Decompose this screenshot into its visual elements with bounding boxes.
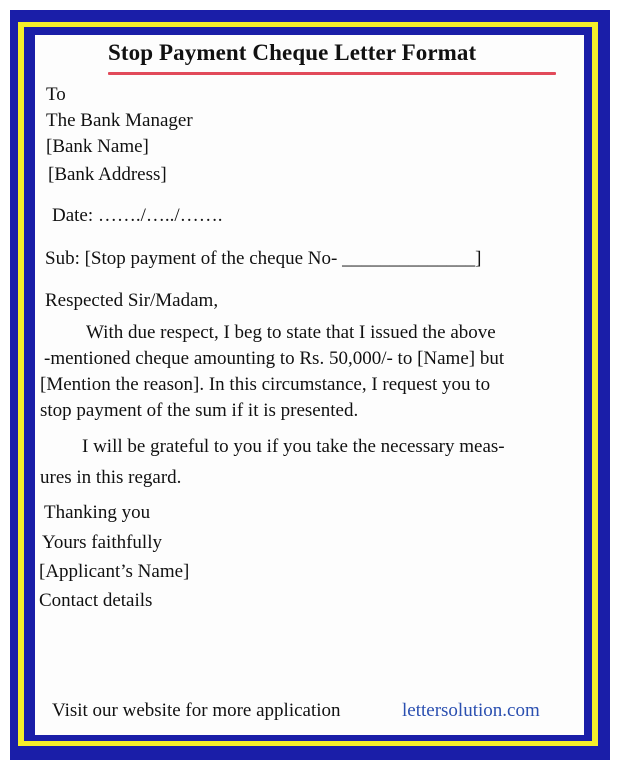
- title-underline: [108, 72, 556, 75]
- applicant-name: [Applicant’s Name]: [39, 561, 190, 582]
- subject-line: Sub: [Stop payment of the cheque No- ______________]: [45, 248, 482, 269]
- salutation: Respected Sir/Madam,: [45, 290, 219, 311]
- recipient-bank-address: [Bank Address]: [48, 164, 167, 185]
- website-link[interactable]: lettersolution.com: [402, 700, 540, 721]
- body-p1-line3: [Mention the reason]. In this circumstance, I request you to: [40, 374, 491, 395]
- page-title: Stop Payment Cheque Letter Format: [108, 40, 477, 65]
- body-p2-line1: I will be grateful to you if you take the necessary meas-: [82, 436, 505, 457]
- closing-sign-off: Yours faithfully: [42, 532, 162, 553]
- date-line: Date: ……./…../…….: [52, 205, 223, 226]
- body-p1-line1: With due respect, I beg to state that I issued the above: [86, 322, 496, 343]
- body-p2-line2: ures in this regard.: [40, 467, 182, 488]
- footer-text: Visit our website for more application: [52, 700, 341, 721]
- body-p1-line2: -mentioned cheque amounting to Rs. 50,000/- to [Name] but: [44, 348, 505, 369]
- closing-thanks: Thanking you: [44, 502, 151, 523]
- contact-details: Contact details: [39, 590, 153, 611]
- recipient-to: To: [46, 84, 66, 105]
- recipient-bank-name: [Bank Name]: [46, 136, 149, 157]
- body-p1-line4: stop payment of the sum if it is presented.: [40, 400, 359, 421]
- recipient-designation: The Bank Manager: [46, 110, 193, 131]
